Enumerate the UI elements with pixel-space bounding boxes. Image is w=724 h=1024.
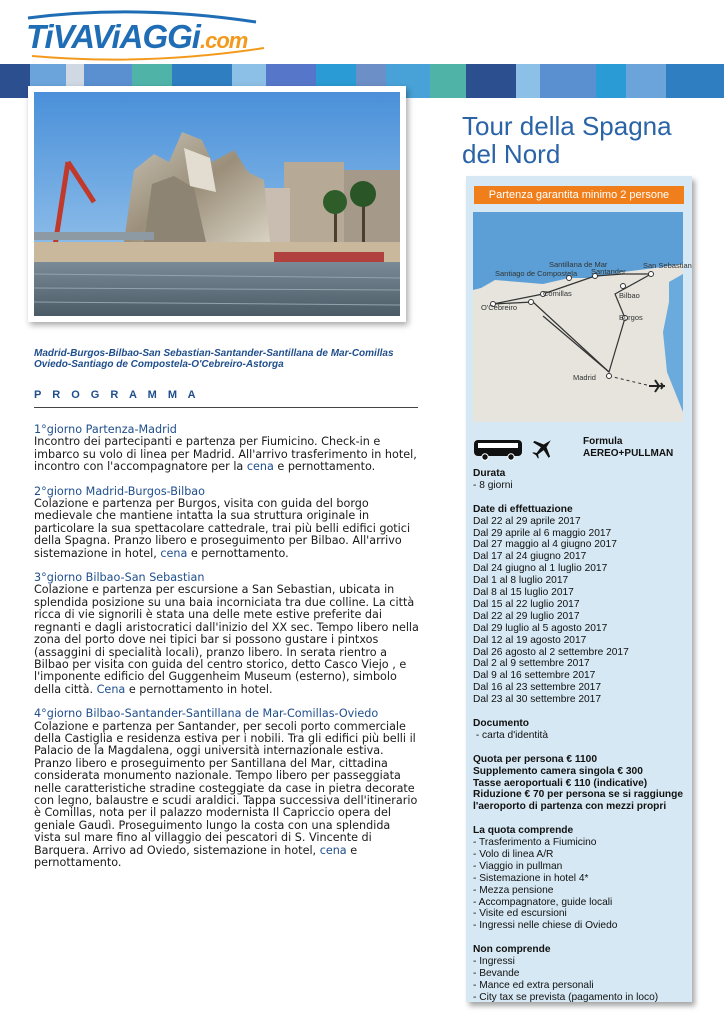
- date-item: Dal 29 luglio al 5 agosto 2017: [473, 622, 608, 634]
- route-line: Madrid-Burgos-Bilbao-San Sebastian-Santander-Santillana de Mar-Comillas: [34, 348, 394, 359]
- day-text: e pernottamento.: [34, 843, 358, 869]
- date-item: Dal 9 al 16 settembre 2017: [473, 670, 596, 682]
- day-text: Colazione e partenza per escursione a San Sebastian, ubicata in splendida posizione su una baia incorniciata tra due colline. La città ricca di vie signorili è stata una delle mete estive preferite dai regnanti e dagli aristocratici dall'inizio del XX sec. Tempo libero nella zona del porto dove nei tipici bar si possono gustare i pintxos (assaggini di specialità locali), pranzo libero. In serata rientro a Bilbao per visita con guida del centro storico, detto Casco Viejo , e l'imponente edificio del Guggenheim Museum (esterno), simbolo della città.: [34, 583, 419, 696]
- day-text: Colazione e partenza per Santander, per secoli porto commerciale della Castiglia e residenza estiva per i nobili. Tra gli edifici più belli il Palacio de la Magdalena, oggi università internazionale estiva. Pranzo libero e proseguimento per Santillana del Mar, cittadina considerata monumento nazionale. Tempo libero per passeggiata nelle caratteristiche stradine costeggiate da case in pietra decorate con legno, balaustre e scudi araldici. Tappa successiva dell'itinerario è Comillas, nota per il palazzo modernista Il Capriccio opera del geniale Gaudì. Proseguimento lungo la costa con una splendida vista sul mare fino al villaggio dei pescatori di S. Vincente di Barquera. Arrivo ad Oviedo, sistemazione in hotel,: [34, 719, 418, 857]
- meal-highlight: cena: [319, 843, 347, 857]
- excludes-item: - City tax se prevista (pagamento in loco): [473, 991, 659, 1003]
- date-item: Dal 29 aprile al 6 maggio 2017: [473, 527, 612, 539]
- day-title: 2°giorno Madrid-Burgos-Bilbao: [34, 484, 205, 498]
- date-item: Dal 24 giugno al 1 luglio 2017: [473, 563, 608, 575]
- day-description: [34, 584, 420, 696]
- logo-main: TiVAViAGGi: [26, 18, 200, 55]
- logo-suffix: .com: [199, 28, 248, 53]
- excludes-item: - Mance ed extra personali: [473, 979, 594, 991]
- map-city-santillana: Santillana de Mar: [549, 260, 608, 269]
- route-summary: [34, 348, 414, 370]
- date-item: Dal 2 al 9 settembre 2017: [473, 658, 590, 670]
- day-title: 4°giorno Bilbao-Santander-Santillana de Mar-Comillas-Oviedo: [34, 707, 379, 721]
- program-divider: [34, 407, 418, 408]
- date-item: Dal 1 al 8 luglio 2017: [473, 575, 569, 587]
- formula-row: [473, 434, 688, 464]
- date-item: Dal 12 al 19 agosto 2017: [473, 634, 587, 646]
- route-line: Oviedo-Santiago de Compostela-O'Cebreiro-Astorga: [34, 359, 284, 370]
- page-title: Tour della Spagna del Nord: [462, 111, 672, 169]
- day-block: [34, 486, 420, 560]
- document-value: - carta d'identità: [473, 729, 548, 741]
- formula-label-line1: Formula: [583, 436, 623, 447]
- day-description: [34, 498, 420, 560]
- map-city-burgos: Burgos: [619, 313, 643, 322]
- date-item: Dal 16 al 23 settembre 2017: [473, 682, 601, 694]
- map-city-san-sebastian: San Sebastian: [643, 261, 692, 270]
- day-description: [34, 436, 420, 473]
- date-item: Dal 17 al 24 giugno 2017: [473, 551, 587, 563]
- guggenheim-bilbao-photo: [34, 92, 400, 316]
- price-line: Riduzione € 70 per persona se si raggiunge: [473, 789, 684, 801]
- map-city-ocebreiro: O'Cebreiro: [481, 303, 518, 312]
- includes-heading: La quota comprende: [473, 825, 574, 837]
- includes-item: - Sistemazione in hotel 4*: [473, 872, 589, 884]
- dates-heading: Date di effettuazione: [473, 503, 573, 515]
- map-city-madrid: Madrid: [573, 373, 596, 382]
- date-item: Dal 27 maggio al 4 giugno 2017: [473, 539, 617, 551]
- itinerary: [34, 424, 420, 881]
- date-item: Dal 26 agosto al 2 settembre 2017: [473, 646, 629, 658]
- date-item: Dal 15 al 22 luglio 2017: [473, 598, 580, 610]
- includes-item: - Ingressi nelle chiese di Oviedo: [473, 920, 618, 932]
- route-map-drawing: [473, 212, 692, 422]
- day-block: [34, 708, 420, 869]
- excludes-item: - Ingressi: [473, 956, 515, 968]
- day-text: Incontro dei partecipanti e partenza per Fiumicino. Check-in e imbarco su volo di linea per Madrid. All'arrivo trasferimento in hotel, incontro con l'accompagnatore per la: [34, 435, 417, 474]
- date-item: Dal 22 al 29 luglio 2017: [473, 610, 580, 622]
- includes-item: - Mezza pensione: [473, 884, 554, 896]
- formula-label-line2: AEREO+PULLMAN: [583, 448, 674, 459]
- includes-item: - Accompagnatore, guide locali: [473, 896, 613, 908]
- date-item: Dal 8 al 15 luglio 2017: [473, 587, 574, 599]
- day-title: 1°giorno Partenza-Madrid: [34, 423, 177, 436]
- day-block: [34, 424, 420, 474]
- departure-badge: Partenza garantita minimo 2 persone: [474, 186, 684, 204]
- day-description: [34, 721, 420, 870]
- price-line: Tasse aeroportuali € 110 (indicative): [473, 777, 648, 789]
- durata-value: - 8 giorni: [473, 479, 513, 491]
- excludes-item: - Bevande: [473, 967, 520, 979]
- includes-item: - Visite ed escursioni: [473, 908, 567, 920]
- hero-photo-frame: [28, 86, 406, 322]
- trip-details: [473, 468, 688, 1004]
- date-item: Dal 22 al 29 aprile 2017: [473, 515, 581, 527]
- date-item: Dal 23 al 30 settembre 2017: [473, 694, 601, 706]
- airplane-icon: [531, 436, 555, 460]
- site-logo[interactable]: [26, 10, 266, 62]
- durata-heading: Durata: [473, 468, 506, 479]
- price-line: Supplemento camera singola € 300: [473, 765, 643, 777]
- day-title: 3°giorno Bilbao-San Sebastian: [34, 571, 205, 585]
- map-city-comillas: Comillas: [543, 289, 572, 298]
- logo-wordmark: [26, 18, 247, 56]
- program-heading: P R O G R A M M A: [34, 389, 200, 401]
- includes-item: - Viaggio in pullman: [473, 860, 563, 872]
- bus-icon: [473, 438, 525, 462]
- day-block: [34, 572, 420, 696]
- map-city-santiago: Santiago de Compostela: [495, 269, 578, 278]
- price-line: Quota per persona € 1100: [473, 753, 598, 765]
- route-map: [473, 212, 692, 422]
- meal-highlight: Cena: [96, 682, 126, 696]
- meal-highlight: cena: [160, 546, 188, 560]
- day-text: e pernottamento.: [273, 460, 376, 474]
- day-text: e pernottamento.: [187, 546, 289, 560]
- map-city-bilbao: Bilbao: [619, 291, 640, 300]
- formula-label: [583, 436, 673, 460]
- day-text: e pernottamento in hotel.: [125, 682, 273, 696]
- document-heading: Documento: [473, 718, 530, 729]
- map-city-santander: Santander: [591, 267, 626, 276]
- photo-illustration: [34, 92, 400, 316]
- price-line: l'aeroporto di partenza con mezzi propri: [473, 801, 667, 813]
- excludes-heading: Non comprende: [473, 944, 551, 956]
- day-text: Colazione e partenza per Burgos, visita con guida del borgo medievale che mantiene intatta la sua struttura originale in particolare la sua spettacolare cattedrale, trai più belli edifici gotici della Spagna. Pranzo libero e proseguimento per Bilbao. All'arrivo sistemazione in hotel,: [34, 497, 411, 560]
- includes-item: - Volo di linea A/R: [473, 848, 554, 860]
- includes-item: - Trasferimento a Fiumicino: [473, 837, 597, 849]
- meal-highlight: cena: [246, 460, 274, 474]
